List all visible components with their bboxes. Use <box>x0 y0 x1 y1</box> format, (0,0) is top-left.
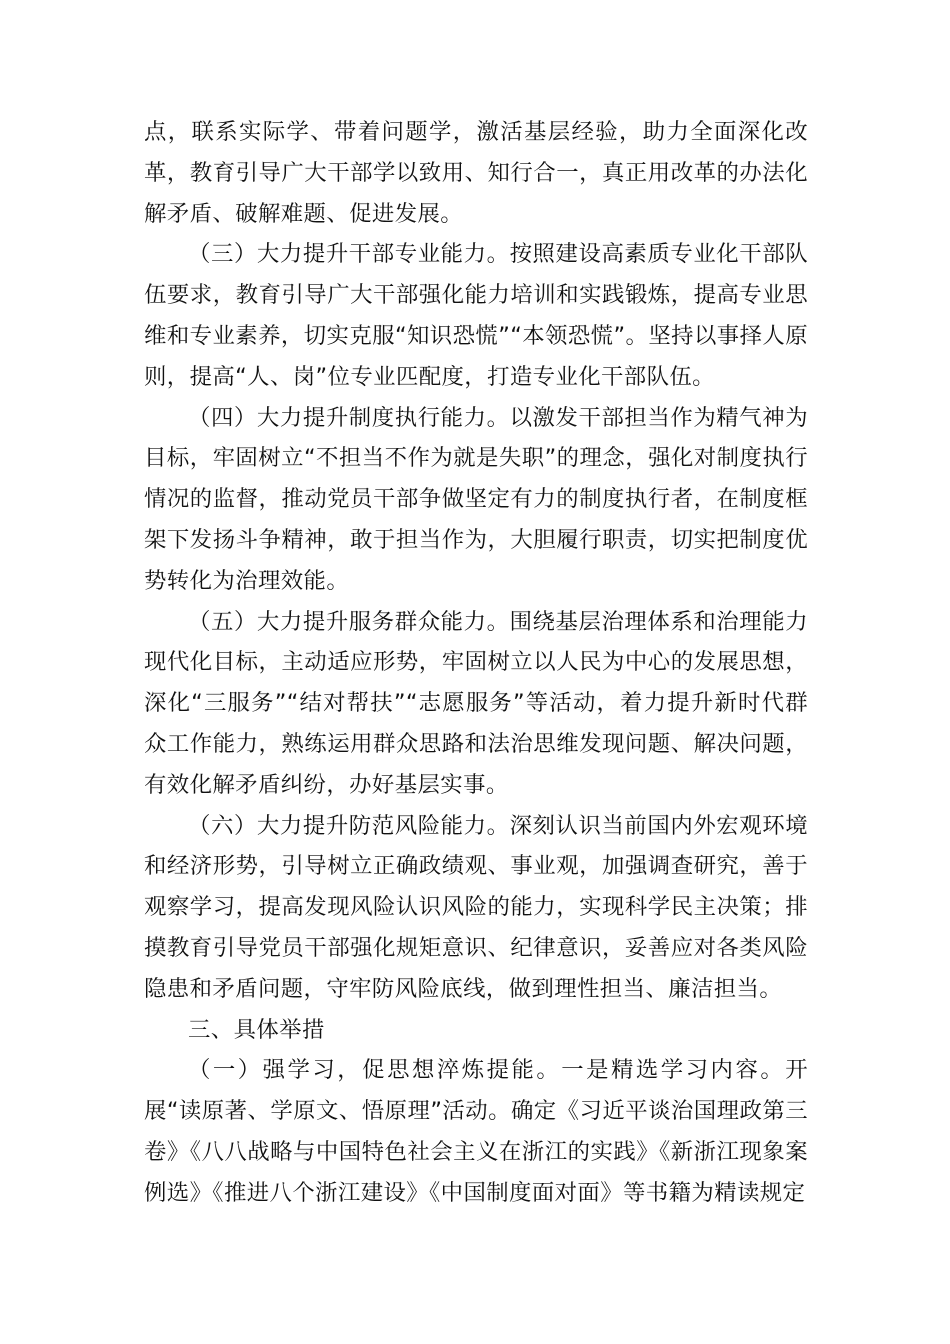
paragraph-risk-prevention: （六）大力提升防范风险能力。深刻认识当前国内外宏观环境和经济形势，引导树立正确政绩观、事业观，加强调查研究，善于观察学习，提高发现风险认识风险的能力，实现科学民主决策；排摸教育引导党员干部强化规矩意识、纪律意识，妥善应对各类风险隐患和矛盾问题，守牢防风险底线，做到理性担当、廉洁担当。 <box>144 812 808 1002</box>
paragraph-strengthen-learning: （一）强学习，促思想淬炼提能。一是精选学习内容。开展“读原著、学原文、悟原理”活动。确定《习近平谈治国理政第三卷》《八八战略与中国特色社会主义在浙江的实践》《新浙江现象案例选》《推进八个浙江建设》《中国制度面对面》等书籍为精读规定 <box>144 1057 808 1206</box>
paragraph-serve-the-masses: （五）大力提升服务群众能力。围绕基层治理体系和治理能力现代化目标，主动适应形势，牢固树立以人民为中心的发展思想，深化“三服务”“结对帮扶”“志愿服务”等活动，着力提升新时代群众工作能力，熟练运用群众思路和法治思维发现问题、解决问题，有效化解矛盾纠纷，办好基层实事。 <box>144 608 808 798</box>
section-heading-specific-measures: 三、具体举措 <box>188 1016 325 1043</box>
paragraph-professional-ability: （三）大力提升干部专业能力。按照建设高素质专业化干部队伍要求，教育引导广大干部强化能力培训和实践锻炼，提高专业思维和专业素养，切实克服“知识恐慌”“本领恐慌”。坚持以事择人原则，提高“人、岗”位专业匹配度，打造专业化干部队伍。 <box>144 241 808 390</box>
paragraph-continued: 点，联系实际学、带着问题学，激活基层经验，助力全面深化改革，教育引导广大干部学以致用、知行合一，真正用改革的办法化解矛盾、破解难题、促进发展。 <box>144 119 808 227</box>
paragraph-system-execution: （四）大力提升制度执行能力。以激发干部担当作为精气神为目标，牢固树立“不担当不作为就是失职”的理念，强化对制度执行情况的监督，推动党员干部争做坚定有力的制度执行者，在制度框架下发扬斗争精神，敢于担当作为，大胆履行职责，切实把制度优势转化为治理效能。 <box>144 404 808 594</box>
document-body <box>144 112 808 1214</box>
